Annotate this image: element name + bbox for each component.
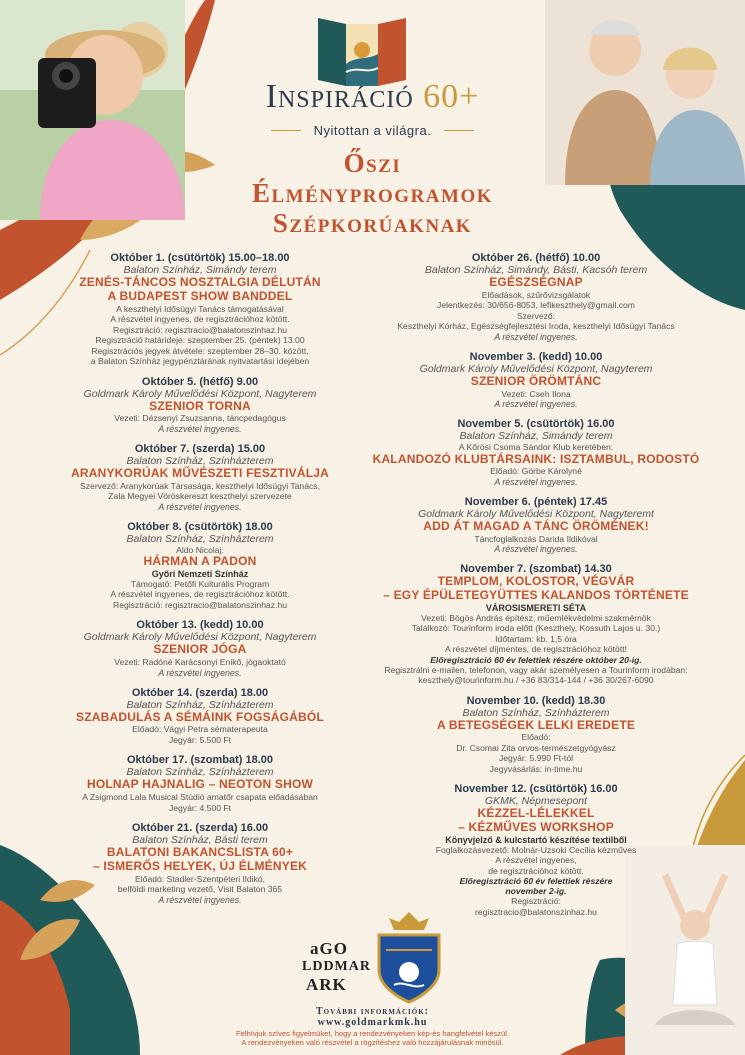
heading-line-3: Szépkorúaknak	[272, 208, 473, 238]
event-presenter-note: Aldo Nicolaj:	[176, 544, 224, 555]
photo-dancing-couple	[545, 0, 745, 185]
event-block	[40, 521, 360, 611]
event-detail: Jegyár: 4.500 Ft	[168, 802, 232, 813]
event-venue: Goldmark Károly Művelődési Központ, Nagyterem	[83, 387, 317, 400]
event-venue: Balaton Színház, Színházterem	[126, 532, 274, 545]
photo-senior-with-camera	[0, 0, 185, 220]
event-title: SZENIOR JÓGA	[153, 642, 247, 657]
event-detail: A részvétel ingyenes, de regisztrációhoz kötött.	[110, 589, 290, 600]
event-detail: keszthely@tourinform.hu / +36 83/314-144 / +36 30/267-6090	[418, 675, 654, 686]
event-detail: Regisztráció határideje: szeptember 25. (péntek) 13.00	[95, 335, 305, 346]
event-detail: Dr. Csomai Zita orvos-természetgyógyász	[456, 742, 616, 753]
event-venue: Goldmark Károly Művelődési Központ, Nagyteremt	[418, 507, 654, 520]
event-block	[372, 252, 700, 342]
event-detail: Előregisztráció 60 év felettiek részére október 20-ig.	[430, 654, 642, 665]
event-block	[40, 376, 360, 434]
event-block	[372, 783, 700, 917]
event-venue: GKMK, Népmesepont	[484, 795, 588, 808]
event-detail: Jegyár: 5.500 Ft	[168, 734, 232, 745]
event-detail: Foglalkozásvezető: Molnár-Uzsoki Cecília kézműves	[435, 844, 637, 855]
event-detail: Vezeti: Radóné Karácsonyi Enikő, jógaoktató	[114, 657, 286, 668]
event-detail: Regisztrációs jegyek átvétele: szeptember 28–30. között,	[91, 345, 309, 356]
goldmark-logo-line-2: LDDMAR	[302, 959, 371, 974]
keszthely-coat-of-arms-icon	[374, 910, 444, 1005]
event-detail: Könyvjelző & kulcstartó készítése textilből	[445, 834, 627, 845]
event-detail: Előadások, szűrővizsgálatok	[481, 289, 591, 300]
event-detail: Zala Megyei Vöröskereszt keszthelyi szervezete	[108, 491, 292, 502]
event-detail: Regisztrálni e-mailen, telefonon, vagy akár személyesen a Tourinform irodában:	[384, 664, 688, 675]
event-block	[40, 754, 360, 813]
event-block	[40, 252, 360, 367]
event-detail: Vezeti: Bögös András építész, műemlékvédelmi szakmérnök	[421, 612, 651, 623]
event-detail: Regisztráció: regisztracio@balatonszinhaz.hu	[113, 324, 287, 335]
event-title: ADD ÁT MAGAD A TÁNC ÖRÖMÉNEK!	[423, 518, 649, 533]
event-date: November 3. (kedd) 10.00	[469, 350, 603, 363]
event-title: – EGY ÉPÜLETEGYÜTTES KALANDOS TÖRTÉNETE	[383, 587, 689, 602]
event-venue: Balaton Színház, Simándy terem	[123, 264, 277, 276]
event-block	[40, 822, 360, 905]
right-event-column	[372, 252, 700, 926]
event-detail: Regisztráció:	[511, 896, 561, 907]
brand-tagline-wrap	[240, 122, 505, 140]
event-venue: Goldmark Károly Művelődési Központ, Nagyterem	[83, 631, 317, 644]
event-date: Október 26. (hétfő) 10.00	[471, 252, 601, 264]
event-detail: Jegyvásárlás: in-time.hu	[489, 763, 583, 774]
event-detail: Szervező:	[516, 310, 556, 321]
event-block	[372, 563, 700, 686]
event-venue: Balaton Színház, Simándy terem	[459, 430, 613, 443]
event-detail: A Zsigmond Lala Musical Stúdió amatőr csapata előadásában	[82, 792, 318, 803]
event-title: SZENIOR TORNA	[149, 398, 251, 413]
left-event-column	[40, 252, 360, 914]
event-date: November 12. (csütörtök) 16.00	[454, 783, 618, 796]
event-venue: Balaton Színház, Színházterem	[126, 698, 274, 711]
event-title: A BUDAPEST SHOW BANDDEL	[107, 288, 293, 303]
event-detail: regisztracio@balatonszinhaz.hu	[475, 906, 597, 917]
event-detail: Előadó: Görbe Károlyné	[490, 466, 582, 477]
event-detail: a Balaton Színház jegypénztárának nyitvatartási idejében	[90, 356, 310, 367]
event-detail: A részvétel ingyenes.	[158, 423, 242, 434]
event-title: KALANDOZÓ KLUBTÁRSAINK: ISZTAMBUL, RODOSTÓ	[372, 451, 700, 466]
event-detail: Találkozó: Tourinform iroda előtt (Keszthely, Kossuth Lajos u. 30.)	[411, 623, 661, 634]
event-date: Október 13. (kedd) 10.00	[136, 619, 264, 632]
event-block	[372, 418, 700, 487]
footer	[200, 1006, 545, 1047]
event-date: Október 7. (szerda) 15.00	[134, 442, 266, 455]
event-venue: Balaton Színház, Básti terem	[132, 834, 268, 847]
event-detail: Regisztráció: regisztracio@balatonszinhaz.hu	[113, 599, 287, 610]
brand-number: 60+	[423, 78, 480, 115]
event-detail: A részvétel ingyenes.	[158, 667, 242, 678]
event-detail: A részvétel ingyenes.	[494, 544, 578, 555]
event-title: SZENIOR ÖRÖMTÁNC	[470, 373, 602, 388]
event-detail: Keszthelyi Kórház, Egészségfejlesztési Iroda, keszthelyi Idősügyi Tanács	[397, 321, 675, 332]
event-title: TEMPLOM, KOLOSTOR, VÉGVÁR	[437, 574, 635, 589]
heading-line-1: Őszi	[343, 148, 402, 178]
event-title: A BETEGSÉGEK LELKI EREDETE	[436, 717, 636, 732]
event-detail: Táncfoglalkozás Darida Ildikóval	[474, 533, 598, 544]
event-detail: A részvétel ingyenes.	[494, 476, 578, 487]
event-title: ARANYKORÚAK MŰVÉSZETI FESZTIVÁLJA	[71, 465, 329, 480]
event-detail: A részvétel ingyenes,	[495, 855, 577, 866]
event-detail: Időtartam: kb. 1,5 óra	[495, 633, 577, 644]
event-date: Október 8. (csütörtök) 18.00	[127, 520, 273, 533]
goldmark-logo-line-1: aGO	[310, 939, 348, 958]
event-block	[372, 351, 700, 409]
event-title: HÁRMAN A PADON	[143, 554, 257, 569]
event-detail: Jelentkezés: 30/656-8053, lefikeszthely@gmail.com	[437, 300, 635, 311]
event-date: Október 1. (csütörtök) 15.00–18.00	[110, 252, 290, 264]
event-date: Október 14. (szerda) 18.00	[131, 686, 269, 699]
event-detail: Vezeti: Dézsenyi Zsuzsanna, táncpedagógus	[114, 413, 286, 424]
event-detail: Vezeti: Cseh Ilona	[501, 388, 571, 399]
event-detail: A részvétel ingyenes.	[158, 894, 242, 905]
event-detail: de regisztrációhoz kötött.	[488, 865, 584, 876]
event-detail: november 2-ig.	[505, 886, 567, 897]
event-date: Október 5. (hétfő) 9.00	[141, 375, 259, 388]
main-heading	[170, 148, 575, 238]
footer-note-2: A rendezvényeken való részvétel a rögzítéshez való hozzájárulásnak minősül.	[241, 1038, 504, 1047]
brand-wordmark	[200, 78, 545, 116]
event-detail: Támogató: Petőfi Kulturális Program	[130, 578, 270, 589]
event-block	[372, 496, 700, 554]
event-detail: Győri Nemzeti Színház	[151, 568, 249, 579]
event-detail: A részvétel ingyenes.	[494, 331, 578, 342]
event-block	[40, 619, 360, 677]
event-detail: Előadó: Vágyi Petra sématerapeuta	[132, 724, 268, 735]
brand-tagline: Nyitottan a világra.	[313, 123, 432, 138]
footer-note-1: Felhívjuk szíves figyelmüket, hogy a rendezvényeken kép-és hangfelvétel készül.	[235, 1029, 510, 1038]
footer-label: További információk:	[315, 1006, 429, 1017]
heading-line-2: Élményprogramok	[251, 178, 494, 208]
event-detail: A keszthelyi Idősügyi Tanács támogatásával	[116, 303, 284, 314]
event-date: November 7. (szombat) 14.30	[460, 563, 612, 576]
event-detail: A részvétel ingyenes.	[494, 399, 578, 410]
event-detail: VÁROSISMERETI SÉTA	[485, 602, 587, 613]
event-detail: Előadó: Stadler-Szentpéteri Ildikó,	[135, 873, 265, 884]
event-detail: Szervező: Aranykorúak Társasága, keszthelyi Idősügyi Tanács,	[80, 480, 320, 491]
event-title: ZENÉS-TÁNCOS NOSZTALGIA DÉLUTÁN	[79, 275, 321, 289]
event-title: – ISMERŐS HELYEK, ÚJ ÉLMÉNYEK	[92, 858, 308, 873]
event-venue: Balaton Színház, Simándy, Básti, Kacsóh terem	[424, 264, 648, 276]
event-venue: Goldmark Károly Művelődési Központ, Nagyterem	[419, 362, 653, 375]
event-venue: Balaton Színház, Színházterem	[126, 766, 274, 779]
event-date: November 6. (péntek) 17.45	[464, 495, 608, 508]
goldmark-logo	[302, 939, 371, 994]
event-presenter-note: A Kőrösi Csoma Sándor Klub keretében:	[458, 442, 614, 453]
event-detail: A részvétel díjmentes, de regisztrációhoz kötött!	[445, 644, 627, 655]
event-venue: Balaton Színház, Színházterem	[462, 706, 610, 719]
event-date: November 10. (kedd) 18.30	[466, 694, 606, 707]
brand-name: Inspiráció	[265, 78, 414, 115]
event-date: November 5. (csütörtök) 16.00	[457, 418, 615, 431]
event-date: Október 17. (szombat) 18.00	[126, 754, 274, 767]
event-title: – KÉZMŰVES WORKSHOP	[458, 820, 614, 835]
event-detail: A részvétel ingyenes, de regisztrációhoz kötött.	[110, 314, 290, 325]
event-title: BALATONI BAKANCSLISTA 60+	[106, 845, 294, 860]
event-venue: Balaton Színház, Színházterem	[126, 454, 274, 467]
goldmark-logo-line-3: ARK	[306, 975, 347, 994]
event-detail: A részvétel ingyenes.	[158, 501, 242, 512]
event-block	[40, 687, 360, 746]
event-detail: Előregisztráció 60 év felettiek részére	[459, 876, 613, 887]
footer-url[interactable]: www.goldmarkmk.hu	[317, 1017, 428, 1028]
event-title: SZABADULÁS A SÉMÁINK FOGSÁGÁBÓL	[76, 709, 324, 724]
event-detail: Jegyár: 5.990 Ft-tól	[498, 753, 574, 764]
event-date: Október 21. (szerda) 16.00	[131, 822, 269, 835]
event-title: EGÉSZSÉGNAP	[489, 275, 583, 289]
event-title: KÉZZEL-LÉLEKKEL	[477, 806, 595, 821]
event-block	[372, 695, 700, 775]
event-block	[40, 443, 360, 512]
event-detail: belföldi marketing vezető, Visit Balaton 365	[117, 884, 283, 895]
event-title: HOLNAP HAJNALIG – NEOTON SHOW	[86, 777, 314, 792]
event-detail: Előadó:	[521, 732, 551, 743]
